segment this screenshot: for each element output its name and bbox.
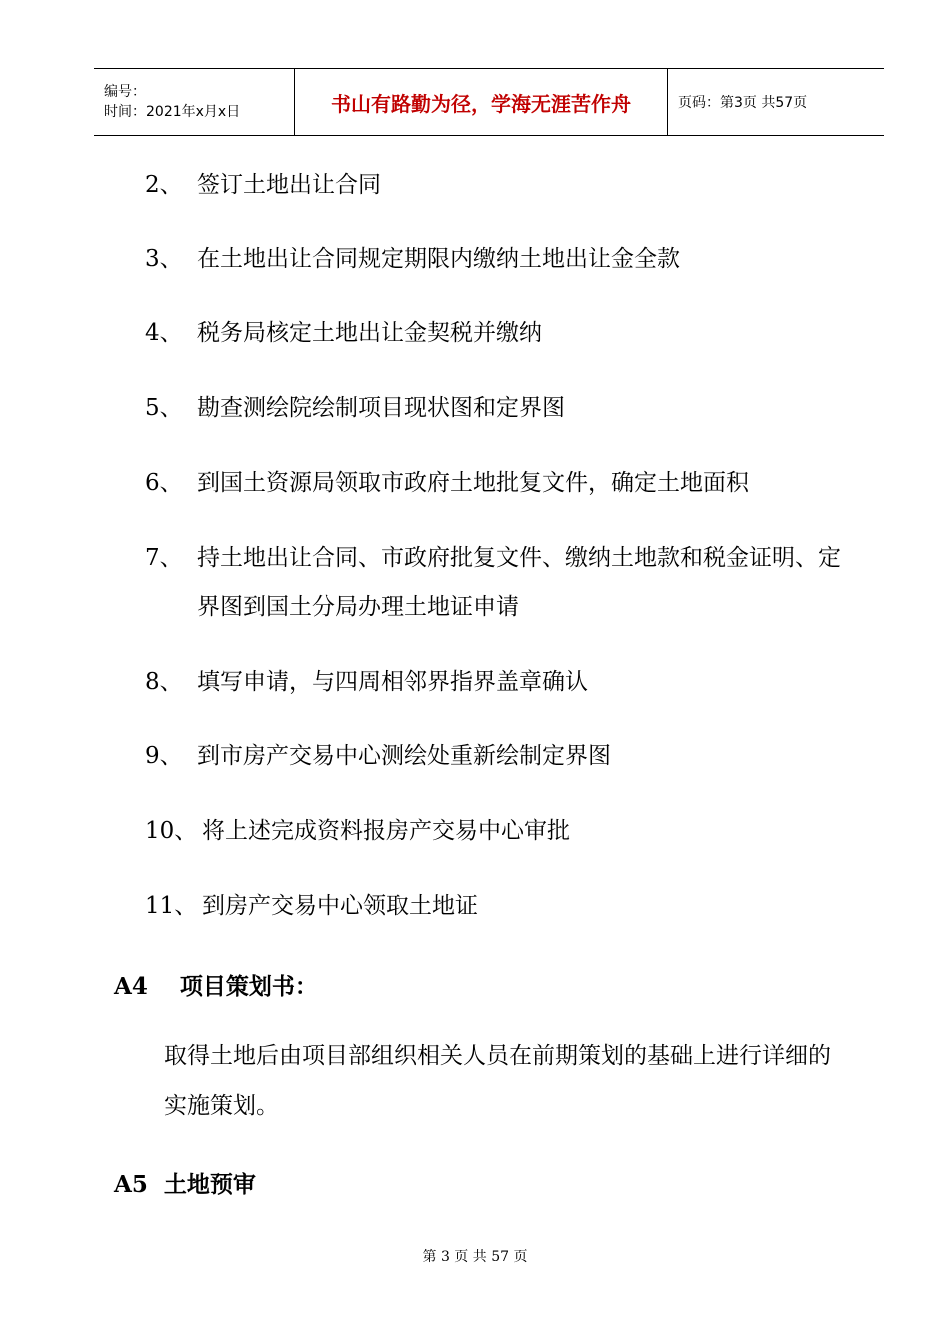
list-item-number: 11、	[145, 893, 198, 919]
header-motto: 书山有路勤为径，学海无涯苦作舟	[331, 91, 631, 116]
list-item	[145, 658, 845, 707]
list-item	[145, 161, 845, 210]
section-code: A4	[114, 973, 148, 1000]
list-item	[145, 807, 845, 856]
section-a4-body: 取得土地后由项目部组织相关人员在前期策划的基础上进行详细的实施策划。	[164, 1043, 831, 1119]
list-item-text: 到国土资源局领取市政府土地批复文件，确定土地面积	[197, 470, 749, 496]
list-item-text: 到房产交易中心领取土地证	[202, 893, 478, 919]
list-item-text: 税务局核定土地出让金契税并缴纳	[197, 320, 542, 346]
section-title: 土地预审	[163, 1172, 256, 1198]
document-time-label: 时间：2021年x月x日	[104, 104, 241, 120]
list-item	[145, 384, 845, 433]
list-item-number: 7、	[145, 545, 183, 571]
header-page-cell	[668, 69, 884, 135]
section-heading-a5	[114, 1166, 256, 1199]
list-item	[145, 235, 845, 284]
list-item-text: 将上述完成资料报房产交易中心审批	[202, 818, 570, 844]
list-item-number: 4、	[145, 320, 183, 346]
header-left-cell	[94, 69, 295, 135]
list-item	[145, 309, 845, 358]
section-code: A5	[114, 1171, 148, 1198]
page-footer: 第 3 页 共 57 页	[422, 1249, 528, 1265]
list-item-text: 签订土地出让合同	[197, 172, 381, 198]
list-item-number: 9、	[145, 743, 183, 769]
page-header	[94, 68, 884, 136]
header-page-info: 页码：第3页 共57页	[678, 95, 808, 111]
list-item	[145, 732, 845, 781]
section-heading-a4	[114, 968, 318, 1001]
list-item-text: 勘查测绘院绘制项目现状图和定界图	[197, 395, 565, 421]
header-motto-cell	[295, 69, 668, 135]
list-item-text: 在土地出让合同规定期限内缴纳土地出让金全款	[197, 246, 680, 272]
list-item	[145, 882, 845, 931]
section-title: 项目策划书：	[179, 974, 318, 1000]
list-item-number: 3、	[145, 246, 183, 272]
list-item-number: 10、	[145, 818, 198, 844]
list-item	[145, 534, 845, 632]
document-number-label: 编号：	[104, 84, 146, 100]
list-item-number: 2、	[145, 172, 183, 198]
list-item	[145, 459, 845, 508]
list-item-text: 到市房产交易中心测绘处重新绘制定界图	[197, 743, 611, 769]
list-item-number: 5、	[145, 395, 183, 421]
list-item-text: 持土地出让合同、市政府批复文件、缴纳土地款和税金证明、定界图到国土分局办理土地证申请	[197, 545, 841, 620]
list-item-text: 填写申请，与四周相邻界指界盖章确认	[197, 669, 588, 695]
list-item-number: 8、	[145, 669, 183, 695]
list-item-number: 6、	[145, 470, 183, 496]
